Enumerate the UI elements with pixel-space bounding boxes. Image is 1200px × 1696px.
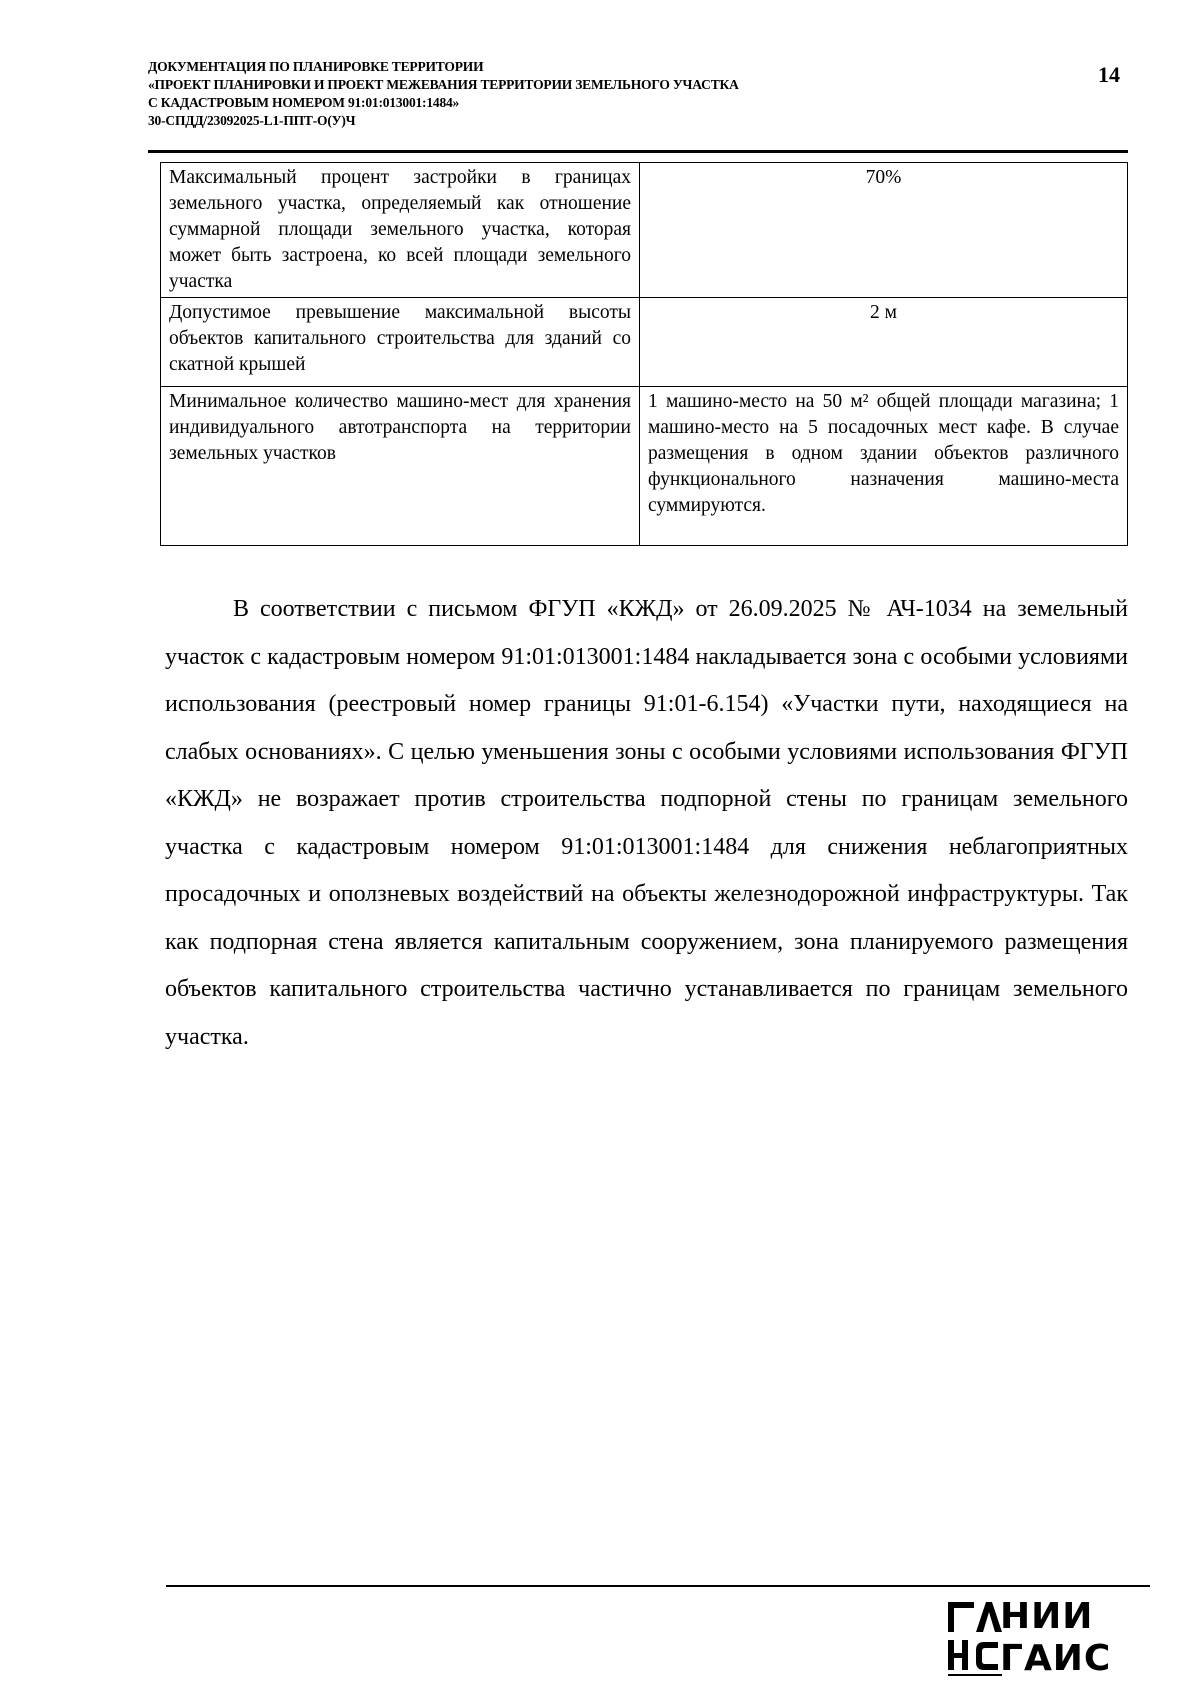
body-paragraph: В соответствии с письмом ФГУП «КЖД» от 26.09.2025 № АЧ-1034 на земельный участок с кадастровым номером 91:01:013001:1484 накладывается зона с особыми условиями использования (реестровый номер границы 91:01-6.154) «Участки пути, находящиеся на слабых основаниях». С целью уменьшения зоны с особыми условиями использования ФГУП «КЖД» не возражает против строительства подпорной стены по границам земельного участка с кадастровым номером 91:01:013001:1484 для снижения неблагоприятных просадочных и оползневых воздействий на объекты железнодорожной инфраструктуры. Так как подпорная стена является капитальным сооружением, зона планируемого размещения объектов капитального строительства частично устанавливается по границам земельного участка.	[165, 596, 1128, 1050]
header-divider	[148, 150, 1128, 153]
table-cell-param: Максимальный процент застройки в границах земельного участка, определяемый как отношение суммарной площади земельного участка, которая может быть застроена, ко всей площади земельного участка	[161, 163, 640, 298]
table-cell-value: 70%	[640, 163, 1128, 298]
header-line-2: «ПРОЕКТ ПЛАНИРОВКИ И ПРОЕКТ МЕЖЕВАНИЯ ТЕРРИТОРИИ ЗЕМЕЛЬНОГО УЧАСТКА	[148, 77, 739, 92]
logo-text-line-1: НИИ	[1000, 1596, 1094, 1637]
body-paragraph-block	[165, 586, 1128, 1061]
table-cell-value: 1 машино-место на 50 м² общей площади магазина; 1 машино-место на 5 посадочных мест кафе. В случае размещения в одном здании объектов различного функционального назначения машино-места суммируются.	[640, 387, 1128, 546]
document-header	[148, 58, 1048, 130]
table-cell-param: Минимальное количество машино-мест для хранения индивидуального автотранспорта на территории земельных участков	[161, 387, 640, 546]
table-cell-param: Допустимое превышение максимальной высоты объектов капитального строительства для зданий со скатной крышей	[161, 298, 640, 387]
header-line-1: ДОКУМЕНТАЦИЯ ПО ПЛАНИРОВКЕ ТЕРРИТОРИИ	[148, 59, 484, 74]
logo-text-line-2: ГАИС	[1000, 1638, 1112, 1679]
table-row	[161, 298, 1128, 387]
page-number: 14	[1098, 62, 1120, 87]
table-row	[161, 163, 1128, 298]
header-line-4: 30-СПДД/23092025-L1-ППТ-О(У)Ч	[148, 113, 356, 128]
table-row	[161, 387, 1128, 546]
table-cell-value: 2 м	[640, 298, 1128, 387]
parameters-table	[160, 162, 1128, 546]
footer-divider	[166, 1585, 1150, 1587]
header-line-3: С КАДАСТРОВЫМ НОМЕРОМ 91:01:013001:1484»	[148, 95, 460, 110]
